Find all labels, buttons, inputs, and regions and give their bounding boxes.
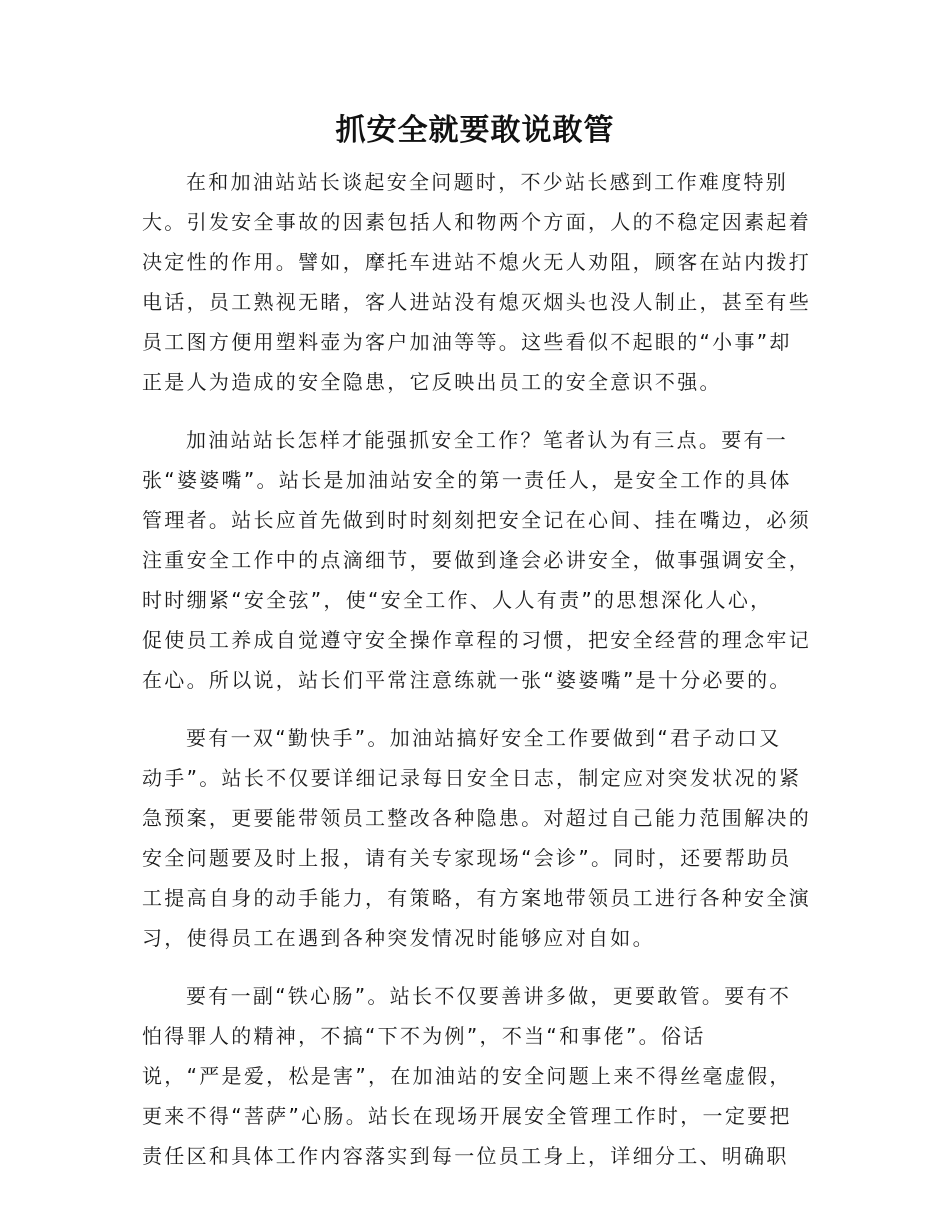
- text-line: 决定性的作用。譬如，摩托车进站不熄火无人劝阻，顾客在站内拨打: [142, 250, 811, 274]
- text-line: 加油站站长怎样才能强抓安全工作？笔者认为有三点。要有一: [186, 428, 789, 452]
- text-line: 更来不得“菩萨”心肠。站长在现场开展安全管理工作时，一定要把: [142, 1104, 792, 1128]
- text-line: 管理者。站长应首先做到时时刻刻把安全记在心间、挂在嘴边，必须: [142, 508, 811, 532]
- text-line: 在心。所以说，站长们平常注意练就一张“婆婆嘴”是十分必要的。: [142, 668, 792, 692]
- paragraph-1: [142, 162, 811, 402]
- paragraph-4: [142, 976, 806, 1176]
- paragraph-spacer: [142, 402, 806, 420]
- text-line: 说，“严是爱，松是害”，在加油站的安全问题上来不得丝毫虚假，: [142, 1064, 792, 1088]
- text-line: 安全问题要及时上报，请有关专家现场“会诊”。同时，还要帮助员: [142, 846, 792, 870]
- text-line: 要有一副“铁心肠”。站长不仅要善讲多做，更要敢管。要有不: [186, 984, 792, 1008]
- text-line: 急预案，更要能带领员工整改各种隐患。对超过自己能力范围解决的: [142, 806, 811, 830]
- text-line: 怕得罪人的精神，不搞“下不为例”，不当“和事佬”。俗话: [142, 1024, 706, 1048]
- paragraph-spacer: [142, 958, 806, 976]
- text-line: 张“婆婆嘴”。站长是加油站安全的第一责任人，是安全工作的具体: [142, 468, 792, 492]
- paragraph-2: [142, 420, 811, 700]
- document-body: [142, 162, 811, 1176]
- text-line: 注重安全工作中的点滴细节，要做到逢会必讲安全，做事强调安全，: [142, 548, 811, 572]
- text-line: 习，使得员工在遇到各种突发情况时能够应对自如。: [142, 926, 655, 950]
- text-line: 要有一双“勤快手”。加油站搞好安全工作要做到“君子动口又: [186, 726, 782, 750]
- paragraph-3: [142, 718, 811, 958]
- text-line: 在和加油站站长谈起安全问题时，不少站长感到工作难度特别: [186, 170, 789, 194]
- text-line: 动手”。站长不仅要详细记录每日安全日志，制定应对突发状况的紧: [142, 766, 802, 790]
- text-line: 员工图方便用塑料壶为客户加油等等。这些看似不起眼的“小事”却: [142, 330, 792, 354]
- text-line: 促使员工养成自觉遵守安全操作章程的习惯，把安全经营的理念牢记: [142, 628, 811, 652]
- text-line: 时时绷紧“安全弦”，使“安全工作、人人有责”的思想深化人心，: [142, 588, 773, 612]
- text-line: 工提高自身的动手能力，有策略，有方案地带领员工进行各种安全演: [142, 886, 811, 910]
- text-line: 大。引发安全事故的因素包括人和物两个方面，人的不稳定因素起着: [142, 210, 811, 234]
- paragraph-spacer: [142, 700, 806, 718]
- text-line: 正是人为造成的安全隐患，它反映出员工的安全意识不强。: [142, 370, 722, 394]
- text-line: 电话，员工熟视无睹，客人进站没有熄灭烟头也没人制止，甚至有些: [142, 290, 811, 314]
- text-line: 责任区和具体工作内容落实到每一位员工身上，详细分工、明确职: [142, 1144, 789, 1168]
- document-title: 抓安全就要敢说敢管: [335, 113, 615, 148]
